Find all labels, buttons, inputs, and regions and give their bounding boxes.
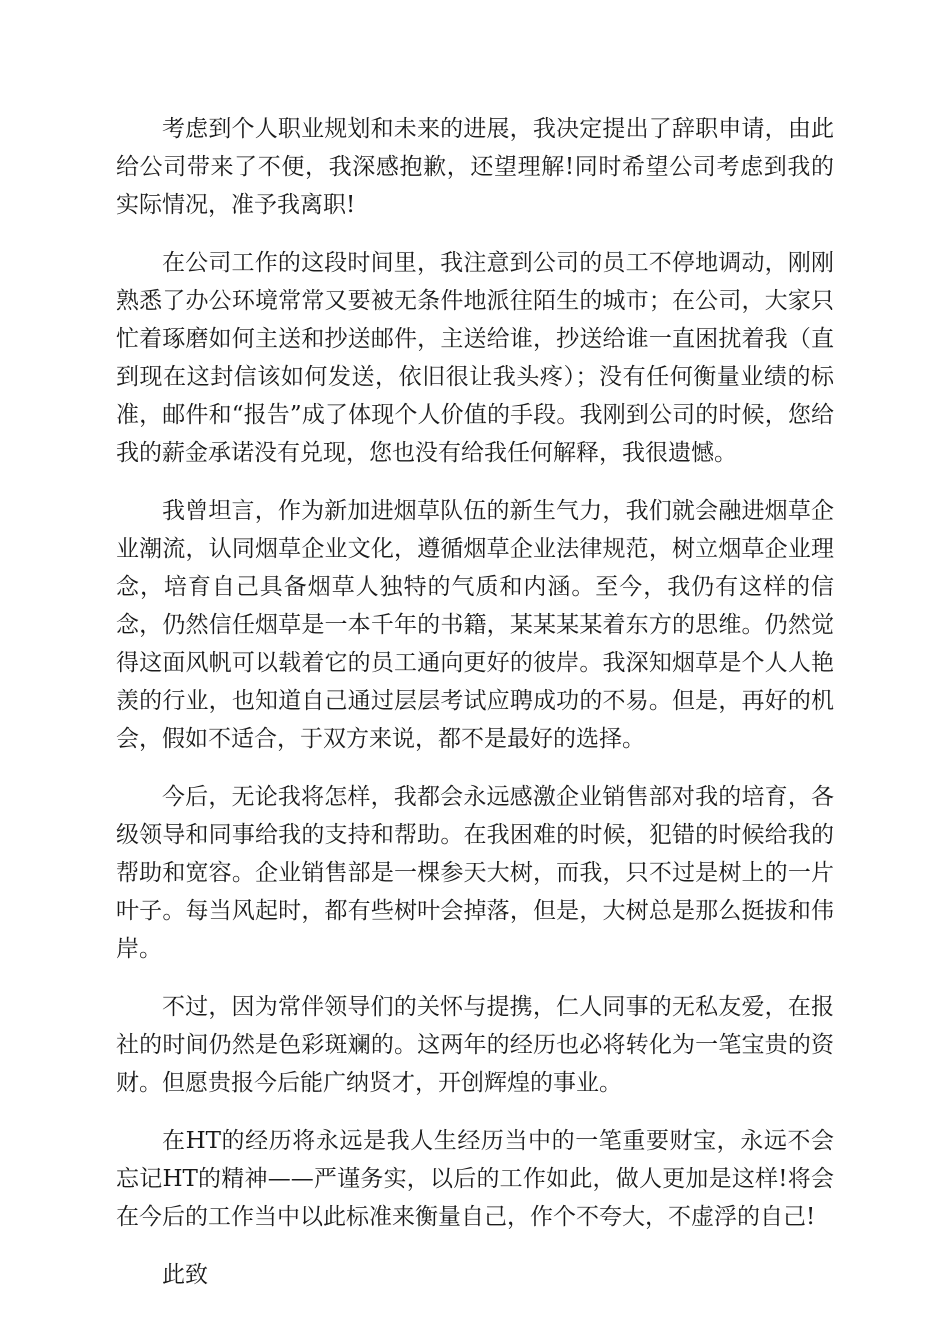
paragraph-2: 在公司工作的这段时间里，我注意到公司的员工不停地调动，刚刚熟悉了办公环境常常又要被无条件地派往陌生的城市；在公司，大家只忙着琢磨如何主送和抄送邮件，主送给谁，抄送给谁一直困扰着我（直到现在这封信该如何发送，依旧很让我头疼）；没有任何衡量业绩的标准，邮件和“报告”成了体现个人价值的手段。我刚到公司的时候，您给我的薪金承诺没有兑现，您也没有给我任何解释，我很遗憾。 xyxy=(116,250,834,466)
closing-salutation: 此致 xyxy=(162,1262,208,1288)
letter-body xyxy=(116,110,834,1314)
paragraph-3: 我曾坦言，作为新加进烟草队伍的新生气力，我们就会融进烟草企业潮流，认同烟草企业文化，遵循烟草企业法律规范，树立烟草企业理念，培育自己具备烟草人独特的气质和内涵。至今，我仍有这样的信念，仍然信任烟草是一本千年的书籍，某某某某着东方的思维。仍然觉得这面风帆可以载着它的员工通向更好的彼岸。我深知烟草是个人人艳羡的行业，也知道自己通过层层考试应聘成功的不易。但是，再好的机会，假如不适合，于双方来说，都不是最好的选择。 xyxy=(116,498,834,752)
paragraph-6: 在HT的经历将永远是我人生经历当中的一笔重要财宝，永远不会忘记HT的精神——严谨务实，以后的工作如此，做人更加是这样!将会在今后的工作当中以此标准来衡量自己，作个不夸大，不虚浮的自己! xyxy=(116,1128,834,1230)
paragraph-5: 不过，因为常伴领导们的关怀与提携，仁人同事的无私友爱，在报社的时间仍然是色彩斑斓的。这两年的经历也必将转化为一笔宝贵的资财。但愿贵报今后能广纳贤才，开创辉煌的事业。 xyxy=(116,994,834,1096)
paragraph-4: 今后，无论我将怎样，我都会永远感激企业销售部对我的培育，各级领导和同事给我的支持和帮助。在我困难的时候，犯错的时候给我的帮助和宽容。企业销售部是一棵参天大树，而我，只不过是树上的一片叶子。每当风起时，都有些树叶会掉落，但是，大树总是那么挺拔和伟岸。 xyxy=(116,784,834,962)
paragraph-1: 考虑到个人职业规划和未来的进展，我决定提出了辞职申请，由此给公司带来了不便，我深感抱歉，还望理解!同时希望公司考虑到我的实际情况，准予我离职! xyxy=(116,116,834,218)
